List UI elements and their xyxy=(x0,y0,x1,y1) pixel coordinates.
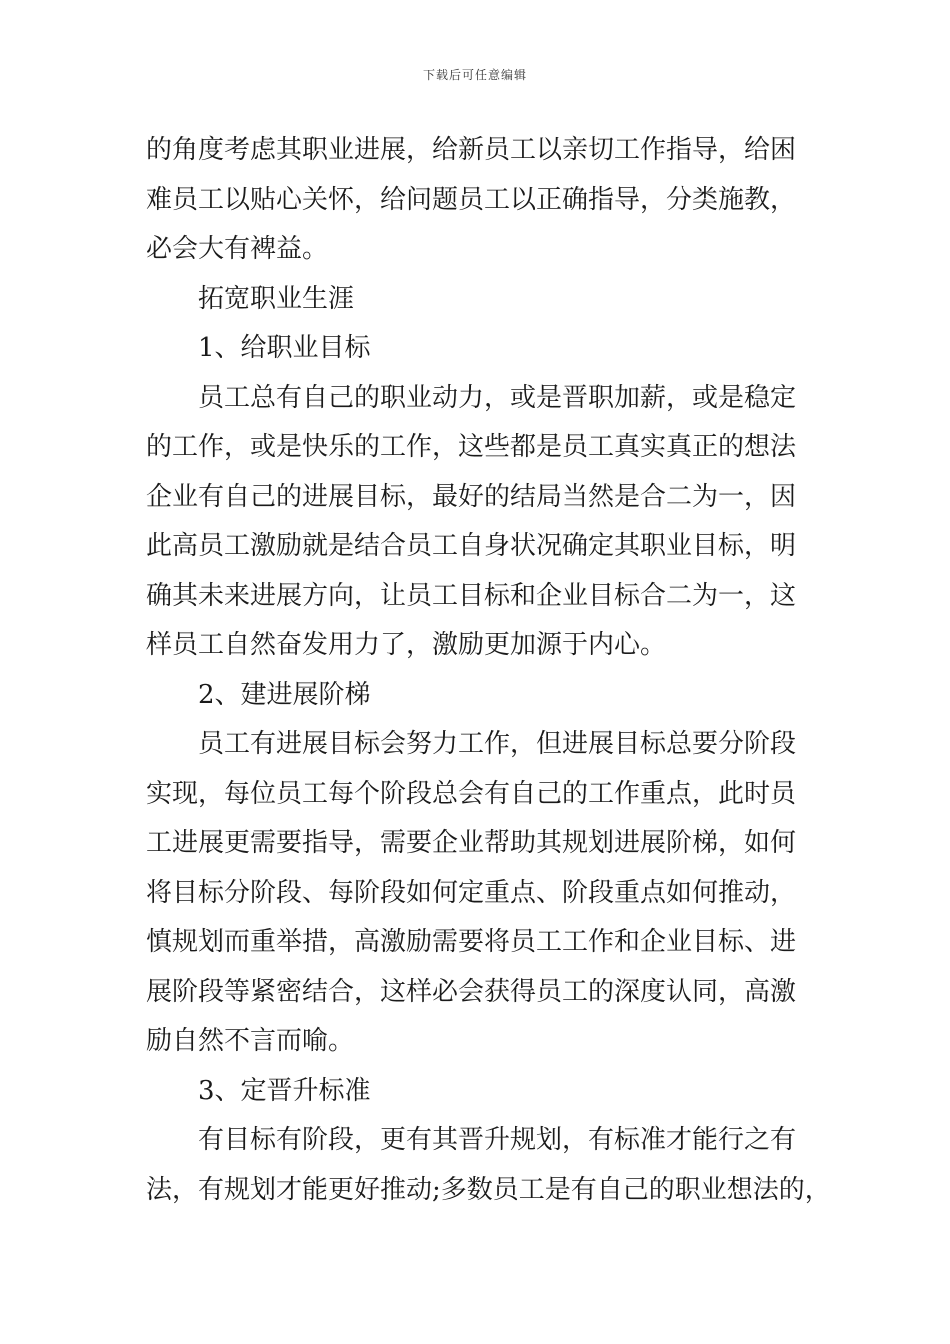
subsection-heading: 3、定晋升标准 xyxy=(198,1075,371,1106)
text-line: 难员工以贴心关怀，给问题员工以正确指导，分类施教， xyxy=(146,184,797,215)
text-line: 展阶段等紧密结合，这样必会获得员工的深度认同，高激 xyxy=(146,976,797,1007)
text-line: 企业有自己的进展目标，最好的结局当然是合二为一，因 xyxy=(146,481,797,512)
text-line: 此高员工激励就是结合员工自身状况确定其职业目标，明 xyxy=(146,531,797,561)
text-line: 慎规划而重举措，高激励需要将员工工作和企业目标、进 xyxy=(146,927,797,957)
text-line: 的角度考虑其职业进展，给新员工以亲切工作指导，给困 xyxy=(146,135,797,165)
paragraph-first-line: 员工总有自己的职业动力，或是晋职加薪，或是稳定 xyxy=(198,382,797,413)
paragraph-first-line: 员工有进展目标会努力工作，但进展目标总要分阶段 xyxy=(198,729,797,759)
page-header-note: 下载后可任意编辑 xyxy=(422,68,527,82)
text-line: 样员工自然奋发用力了，激励更加源于内心。 xyxy=(146,630,667,660)
section-heading: 拓宽职业生涯 xyxy=(198,283,355,314)
subsection-heading: 1、给职业目标 xyxy=(198,333,371,363)
text-line: 工进展更需要指导，需要企业帮助其规划进展阶梯，如何 xyxy=(146,828,797,858)
text-line: 确其未来进展方向，让员工目标和企业目标合二为一，这 xyxy=(146,580,797,611)
text-line: 的工作，或是快乐的工作，这些都是员工真实真正的想法 xyxy=(146,432,797,462)
subsection-heading: 2、建进展阶梯 xyxy=(198,679,371,710)
paragraph-first-line: 有目标有阶段，更有其晋升规划，有标准才能行之有 xyxy=(198,1125,797,1155)
text-line: 实现，每位员工每个阶段总会有自己的工作重点，此时员 xyxy=(146,778,797,809)
text-line: 将目标分阶段、每阶段如何定重点、阶段重点如何推动， xyxy=(146,877,797,908)
text-line: 法，有规划才能更好推动;多数员工是有自己的职业想法的， xyxy=(146,1174,831,1205)
document-body xyxy=(146,126,831,1215)
text-line: 必会大有裨益。 xyxy=(146,234,329,264)
text-line: 励自然不言而喻。 xyxy=(146,1026,355,1056)
